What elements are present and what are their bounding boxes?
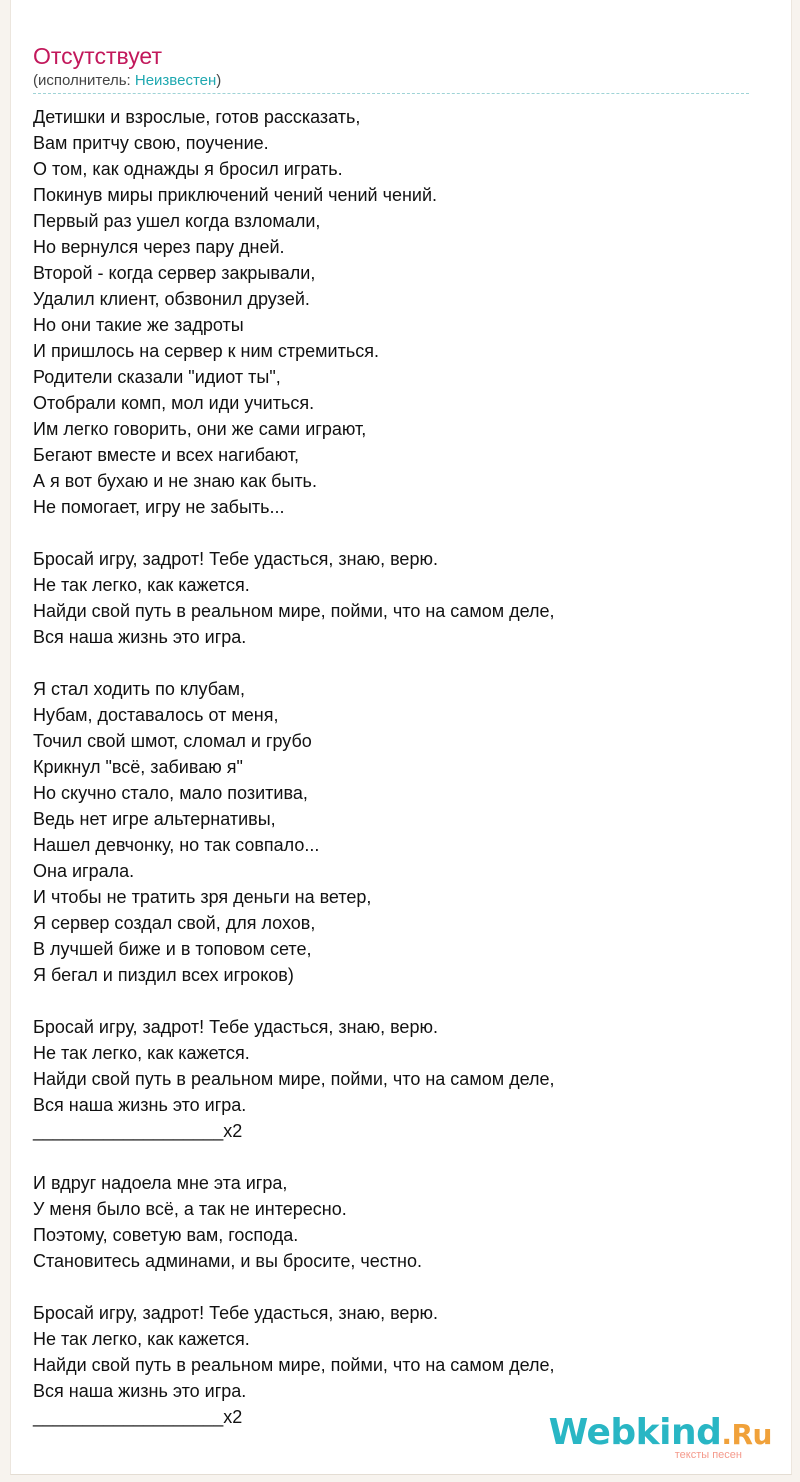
lyrics-line: Не помогает, игру не забыть... <box>33 497 285 517</box>
lyrics-stanza <box>33 104 753 520</box>
lyrics-line: Вся наша жизнь это игра. <box>33 627 247 647</box>
lyrics-line: Отобрали комп, мол иди учиться. <box>33 393 315 413</box>
lyrics-line: Найди свой путь в реальном мире, пойми, что на самом деле, <box>33 1069 555 1089</box>
lyrics-line: Вся наша жизнь это игра. <box>33 1095 247 1115</box>
lyrics-line: Не так легко, как кажется. <box>33 1329 250 1349</box>
logo-tagline: тексты песен <box>674 1449 742 1461</box>
lyrics-line: Я стал ходить по клубам, <box>33 679 245 699</box>
lyrics-line: Нубам, доставалось от меня, <box>33 705 279 725</box>
song-title: Отсутствует <box>33 43 162 69</box>
lyrics-line: Бросай игру, задрот! Тебе удасться, знаю, верю. <box>33 549 438 569</box>
lyrics-line: Бросай игру, задрот! Тебе удасться, знаю, верю. <box>33 1303 438 1323</box>
lyrics-line: Я бегал и пиздил всех игроков) <box>33 965 294 985</box>
lyrics-line: И пришлось на сервер к ним стремиться. <box>33 341 379 361</box>
lyrics-line: Найди свой путь в реальном мире, пойми, что на самом деле, <box>33 601 555 621</box>
lyrics-line: Покинув миры приключений чений чений чений. <box>33 185 438 205</box>
lyrics-line: И вдруг надоела мне эта игра, <box>33 1173 288 1193</box>
lyrics-line: Удалил клиент, обзвонил друзей. <box>33 289 310 309</box>
lyrics-line: В лучшей бижe и в топовом сете, <box>33 939 312 959</box>
logo-wordmark <box>548 1412 772 1453</box>
lyrics-line: Но они такие же задроты <box>33 315 244 335</box>
song-header <box>33 42 750 91</box>
logo-main-text: Webkind <box>548 1412 722 1453</box>
lyrics-line: Но вернулся через пару дней. <box>33 237 285 257</box>
lyrics-line: Родители сказали "идиот ты", <box>33 367 281 387</box>
lyrics-line: Вся наша жизнь это игра. <box>33 1381 247 1401</box>
lyrics-line: Точил свой шмот, сломал и грубо <box>33 731 312 751</box>
lyrics-line: И чтобы не тратить зря деньги на ветер, <box>33 887 372 907</box>
artist-prefix: (исполнитель: <box>33 72 135 89</box>
lyrics-stanza <box>33 676 753 988</box>
lyrics-line: Крикнул "всё, забиваю я" <box>33 757 243 777</box>
logo-tld: .Ru <box>721 1418 772 1451</box>
lyrics-stanza <box>33 1170 753 1274</box>
lyrics-line: Не так легко, как кажется. <box>33 575 250 595</box>
lyrics-line: Но скучно стало, мало позитива, <box>33 783 308 803</box>
artist-line <box>33 71 750 91</box>
lyrics-line: У меня было всё, а так не интересно. <box>33 1199 347 1219</box>
lyrics-line: Второй - когда сервер закрывали, <box>33 263 316 283</box>
lyrics-line: Поэтому, советую вам, господа. <box>33 1225 299 1245</box>
lyrics-line: Бросай игру, задрот! Тебе удасться, знаю, верю. <box>33 1017 438 1037</box>
lyrics-stanza <box>33 1014 753 1144</box>
lyrics-line: Она играла. <box>33 861 135 881</box>
lyrics-line: ___________________x2 <box>33 1121 243 1141</box>
lyrics-body <box>33 104 753 1456</box>
lyrics-line: Бегают вместе и всех нагибают, <box>33 445 300 465</box>
lyrics-line: Не так легко, как кажется. <box>33 1043 250 1063</box>
lyrics-line: Вам притчу свою, поучение. <box>33 133 269 153</box>
lyrics-line: ___________________x2 <box>33 1407 243 1427</box>
lyrics-line: Ведь нет игре альтернативы, <box>33 809 276 829</box>
artist-link[interactable]: Неизвестен <box>134 72 217 89</box>
lyrics-stanza <box>33 546 753 650</box>
site-logo[interactable] <box>548 1412 772 1461</box>
artist-suffix: ) <box>216 72 222 89</box>
lyrics-line: Им легко говорить, они же сами играют, <box>33 419 367 439</box>
lyrics-line: Найди свой путь в реальном мире, пойми, что на самом деле, <box>33 1355 555 1375</box>
lyrics-line: Я сервер создал свой, для лохов, <box>33 913 316 933</box>
lyrics-line: О том, как однажды я бросил играть. <box>33 159 343 179</box>
lyrics-line: Становитесь админами, и вы бросите, честно. <box>33 1251 422 1271</box>
lyrics-line: Первый раз ушел когда взломали, <box>33 211 321 231</box>
lyrics-stanza <box>33 1300 753 1430</box>
header-divider <box>33 93 749 94</box>
lyrics-line: Нашел девчонку, но так совпало... <box>33 835 320 855</box>
lyrics-line: А я вот бухаю и не знаю как быть. <box>33 471 317 491</box>
lyrics-line: Детишки и взрослые, готов рассказать, <box>33 107 361 127</box>
